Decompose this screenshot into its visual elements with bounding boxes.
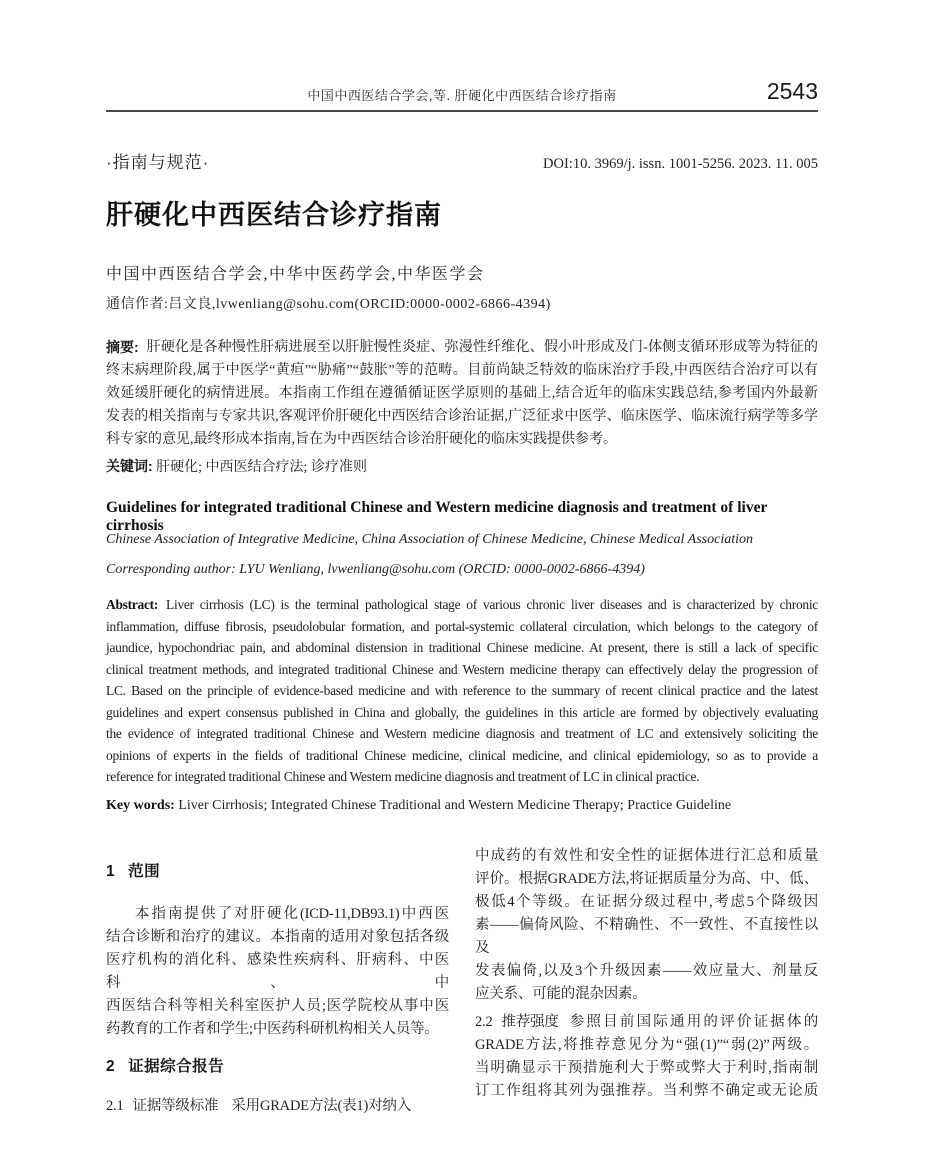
doi-text: DOI:10. 3969/j. issn. 1001-5256. 2023. 11. 005: [543, 156, 818, 172]
body-columns: [106, 845, 818, 1114]
section-2-1-number: 2.1: [106, 1098, 124, 1114]
section-row: [106, 148, 818, 173]
left-column: [106, 845, 449, 1114]
section-1-number: 1: [106, 863, 116, 880]
article-title-en: Guidelines for integrated traditional Chinese and Western medicine diagnosis and treatment of liver cirrhosis: [106, 499, 768, 534]
authors-cn: 中国中西医结合学会,中华中医药学会,中华医学会: [106, 266, 485, 283]
section-2-2-text: 参照目前国际通用的评价证据体的 GRADE方法,将推荐意见分为“强(1)”“弱(2)”两级。 当明确显示干预措施利大于弊或弊大于利时,指南制 订工作组将其列为强推荐。当利弊不确定或无论质: [475, 1014, 818, 1099]
article-title-cn: 肝硬化中西医结合诊疗指南: [106, 200, 442, 230]
abstract-cn-label: 摘要:: [106, 339, 139, 355]
keywords-cn: [106, 455, 818, 479]
section-2-title: 证据综合报告: [128, 1058, 225, 1075]
keywords-en-label: Key words:: [106, 798, 175, 813]
section-2-2-name: 推荐强度: [501, 1014, 559, 1030]
header-rule: [106, 110, 818, 112]
abstract-en-label: Abstract:: [106, 597, 159, 612]
keywords-cn-text: 肝硬化; 中西医结合疗法; 诊疗准则: [156, 460, 367, 475]
affiliations-en: Chinese Association of Integrative Medicine, China Association of Chinese Medicine, Chinese Medical Association: [106, 532, 754, 547]
right-column: [475, 845, 818, 1099]
section-2-1-line: [106, 1095, 449, 1118]
abstract-en: [106, 594, 818, 788]
section-2-2-paragraph: [475, 1011, 818, 1103]
section-2-2-number: 2.2: [475, 1014, 493, 1030]
section-2-number: 2: [106, 1058, 116, 1075]
section-1-paragraph: 本指南提供了对肝硬化(ICD-11,DB93.1)中西医 结合诊断和治疗的建议。本指南的适用对象包括各级 医疗机构的消化科、感染性疾病科、肝病科、中医科、中 西医结合科等相关科室医护人员;医学院校从事中医 药教育的工作者和学生;中医药科研机构相关人员等。: [106, 906, 449, 1037]
corresponding-author-cn: 通信作者:吕文良,lvwenliang@sohu.com(ORCID:0000-0002-6866-4394): [106, 297, 551, 312]
section-1-title: 范围: [128, 863, 161, 880]
running-title: 中国中西医结合学会,等. 肝硬化中西医结合诊疗指南: [307, 88, 617, 103]
right-column-paragraph: 中成药的有效性和安全性的证据体进行汇总和质量 评价。根据GRADE方法,将证据质量分为高、中、低、 极低4个等级。在证据分级过程中,考虑5个降级因 素——偏倚风险、不精确性、不一致性、不直接性以及 发表偏倚,以及3个升级因素——效应量大、剂量反 应关系、可能的混杂因素。: [475, 848, 818, 1002]
corresponding-author-en: Corresponding author: LYU Wenliang, lvwenliang@sohu.com (ORCID: 0000-0002-6866-4394): [106, 562, 645, 577]
section-2-1-name: 证据等级标准: [132, 1098, 219, 1114]
abstract-en-text: Liver cirrhosis (LC) is the terminal pathological stage of various chronic liver diseases and is characterized by chronic inflammation, diffuse fibrosis, pseudolobular formation, and portal-systemic collateral circulation, which belongs to the category of jaundice, hypochondriac pain, and abdominal distension in traditional Chinese medicine. At present, there is still a lack of specific clinical treatment methods, and integrated traditional Chinese and Western medicine therapy can effectively delay the progression of LC. Based on the principle of evidence-based medicine and with reference to the summary of recent clinical practice and the latest guidelines and expert consensus published in China and globally, the guidelines in this article are formed by objectively evaluating the evidence of integrated traditional Chinese and Western medicine diagnosis and treatment of LC and extensively soliciting the opinions of experts in the fields of traditional Chinese medicine, clinical medicine, and clinical epidemiology, so as to provide a reference for integrated traditional Chinese and Western medicine diagnosis and treatment of LC in clinical practice.: [106, 597, 818, 784]
page-number: 2543: [766, 78, 818, 104]
column-label: ·指南与规范·: [106, 153, 210, 172]
section-2-1-text: 采用GRADE方法(表1)对纳入: [231, 1098, 411, 1114]
abstract-cn-text: 肝硬化是各种慢性肝病进展至以肝脏慢性炎症、弥漫性纤维化、假小叶形成及门-体侧支循环形成等为特征的 终末病理阶段,属于中医学“黄疸”“胁痛”“鼓胀”等的范畴。目前尚缺乏特效的临床治疗手段,中西医结合治疗可以有 效延缓肝硬化的病情进展。本指南工作组在遵循循证医学原则的基础上,结合近年的临床实践总结,参考国内外最新 发表的相关指南与专家共识,客观评价肝硬化中西医结合诊治证据,广泛征求中医学、临床医学、临床流行病学等多学 科专家的意见,最终形成本指南,旨在为中西医结合诊治肝硬化的临床实践提供参考。: [106, 340, 818, 447]
keywords-en-text: Liver Cirrhosis; Integrated Chinese Traditional and Western Medicine Therapy; Practice Guideline: [178, 798, 732, 813]
section-1-heading: [106, 860, 449, 883]
keywords-cn-label: 关键词:: [106, 458, 153, 474]
section-2-2-label: [475, 1011, 559, 1034]
abstract-cn: [106, 336, 818, 451]
section-2-heading: [106, 1055, 449, 1078]
keywords-en: [106, 795, 818, 817]
